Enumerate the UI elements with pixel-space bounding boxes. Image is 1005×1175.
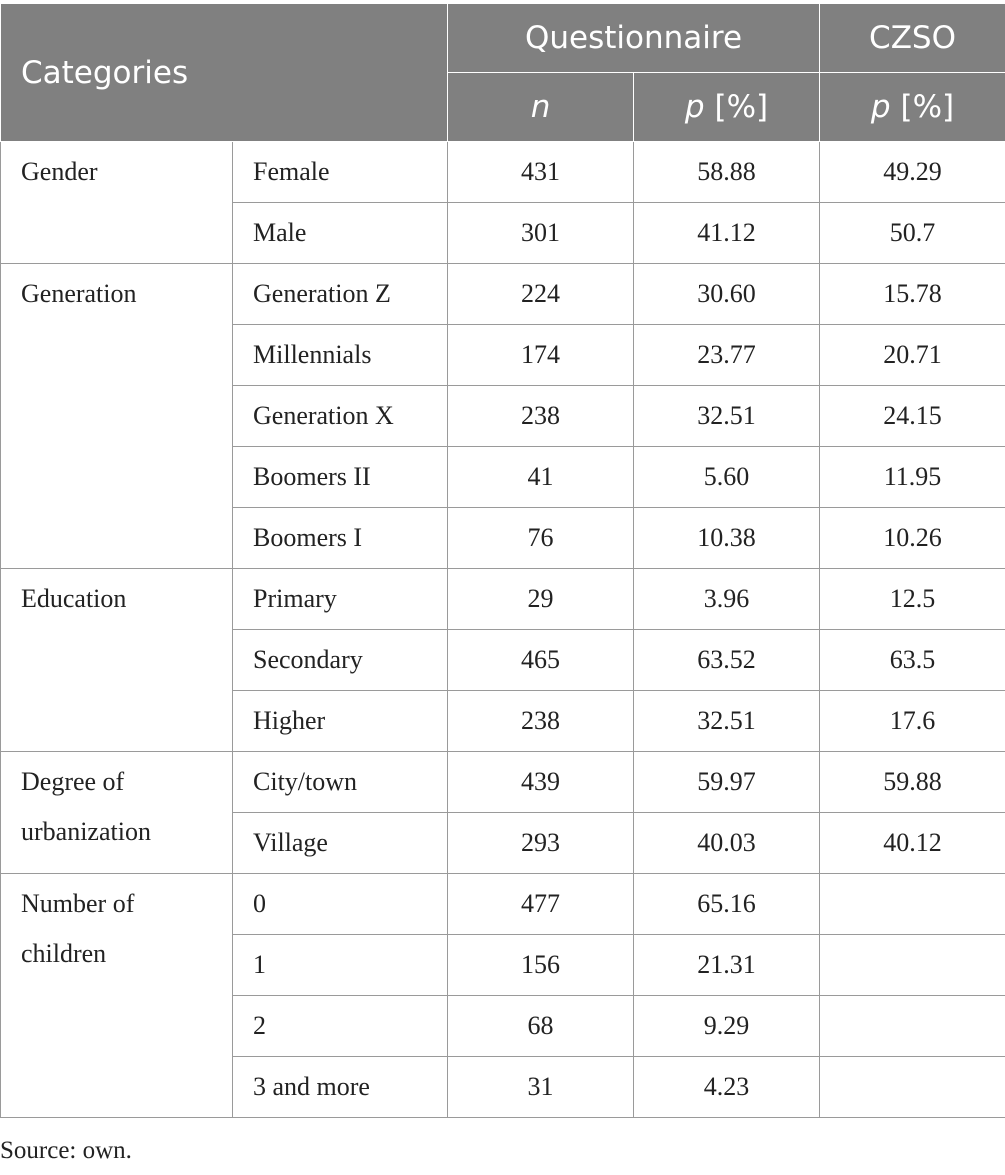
category-label-line: Number of	[21, 889, 135, 918]
table-body	[1, 142, 1005, 1118]
p-symbol: p	[870, 89, 891, 125]
p-value: 59.97	[634, 752, 820, 813]
subcategory-label: Boomers I	[233, 508, 448, 569]
p-value: 40.03	[634, 813, 820, 874]
p-value: 63.52	[634, 630, 820, 691]
czso-value	[820, 996, 1005, 1057]
category-label-line: urbanization	[21, 817, 151, 846]
category-label	[1, 264, 233, 569]
category-label	[1, 752, 233, 874]
p-unit: [%]	[714, 89, 769, 125]
n-value: 293	[448, 813, 634, 874]
p-symbol: p	[684, 89, 705, 125]
questionnaire-header: Questionnaire	[448, 4, 820, 73]
table-row	[1, 569, 1005, 630]
subcategory-label: 3 and more	[233, 1057, 448, 1118]
subcategory-label: Village	[233, 813, 448, 874]
category-label-line: Generation	[21, 279, 137, 308]
p-value: 32.51	[634, 691, 820, 752]
subcategory-label: Female	[233, 142, 448, 203]
czso-value: 40.12	[820, 813, 1005, 874]
n-value: 156	[448, 935, 634, 996]
czso-value: 11.95	[820, 447, 1005, 508]
table-row	[1, 264, 1005, 325]
czso-value: 15.78	[820, 264, 1005, 325]
subcategory-label: City/town	[233, 752, 448, 813]
p-value: 58.88	[634, 142, 820, 203]
n-value: 224	[448, 264, 634, 325]
category-label	[1, 569, 233, 752]
category-label	[1, 142, 233, 264]
n-value: 431	[448, 142, 634, 203]
p-value: 41.12	[634, 203, 820, 264]
n-value: 238	[448, 386, 634, 447]
categories-header: Categories	[1, 4, 448, 142]
p-value: 32.51	[634, 386, 820, 447]
subcategory-label: Secondary	[233, 630, 448, 691]
subcategory-label: Generation Z	[233, 264, 448, 325]
table-row	[1, 874, 1005, 935]
czso-value: 63.5	[820, 630, 1005, 691]
czso-value: 59.88	[820, 752, 1005, 813]
p-value: 3.96	[634, 569, 820, 630]
p-value: 4.23	[634, 1057, 820, 1118]
subcategory-label: 1	[233, 935, 448, 996]
table-header	[1, 4, 1005, 142]
subcategory-label: 2	[233, 996, 448, 1057]
czso-value	[820, 874, 1005, 935]
p-value: 5.60	[634, 447, 820, 508]
questionnaire-p-header	[634, 73, 820, 142]
p-value: 21.31	[634, 935, 820, 996]
czso-value: 17.6	[820, 691, 1005, 752]
czso-value: 50.7	[820, 203, 1005, 264]
czso-value: 12.5	[820, 569, 1005, 630]
n-value: 301	[448, 203, 634, 264]
czso-value	[820, 1057, 1005, 1118]
category-label-line: Gender	[21, 157, 98, 186]
subcategory-label: Millennials	[233, 325, 448, 386]
czso-header: CZSO	[820, 4, 1005, 73]
subcategory-label: Boomers II	[233, 447, 448, 508]
subcategory-label: Higher	[233, 691, 448, 752]
table-row	[1, 142, 1005, 203]
subcategory-label: 0	[233, 874, 448, 935]
czso-value: 10.26	[820, 508, 1005, 569]
n-value: 174	[448, 325, 634, 386]
p-value: 30.60	[634, 264, 820, 325]
n-value: 29	[448, 569, 634, 630]
category-label-line: Education	[21, 584, 127, 613]
n-value: 41	[448, 447, 634, 508]
demographics-table	[0, 3, 1005, 1118]
czso-value: 24.15	[820, 386, 1005, 447]
subcategory-label: Male	[233, 203, 448, 264]
source-note: Source: own.	[0, 1137, 132, 1164]
n-value: 439	[448, 752, 634, 813]
n-value: 238	[448, 691, 634, 752]
p-value: 65.16	[634, 874, 820, 935]
subcategory-label: Generation X	[233, 386, 448, 447]
czso-value	[820, 935, 1005, 996]
n-value: 68	[448, 996, 634, 1057]
category-label-line: children	[21, 939, 107, 968]
p-value: 9.29	[634, 996, 820, 1057]
table-row	[1, 752, 1005, 813]
czso-value: 49.29	[820, 142, 1005, 203]
p-value: 23.77	[634, 325, 820, 386]
n-value: 477	[448, 874, 634, 935]
n-value: 31	[448, 1057, 634, 1118]
category-label	[1, 874, 233, 1118]
n-value: 465	[448, 630, 634, 691]
subcategory-label: Primary	[233, 569, 448, 630]
n-value: 76	[448, 508, 634, 569]
n-symbol: n	[530, 89, 551, 125]
czso-p-header	[820, 73, 1005, 142]
category-label-line: Degree of	[21, 767, 125, 796]
czso-value: 20.71	[820, 325, 1005, 386]
p-unit: [%]	[900, 89, 955, 125]
n-header	[448, 73, 634, 142]
p-value: 10.38	[634, 508, 820, 569]
